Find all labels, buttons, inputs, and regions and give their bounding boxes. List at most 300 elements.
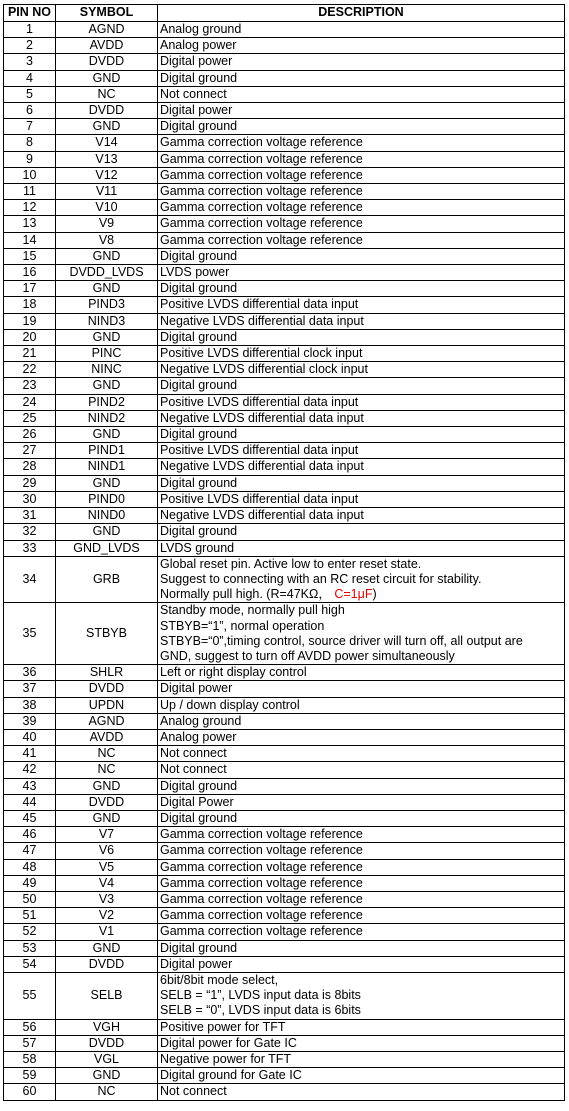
symbol-cell: PIND1 — [56, 443, 158, 459]
table-row — [4, 762, 565, 778]
description-cell — [158, 459, 565, 475]
pin-number-cell: 29 — [4, 475, 56, 491]
description-text: Digital Power — [160, 794, 234, 809]
description-line — [160, 860, 562, 875]
pin-number-cell: 31 — [4, 508, 56, 524]
table-row — [4, 524, 565, 540]
description-line — [160, 557, 562, 572]
table-row — [4, 38, 565, 54]
description-line — [160, 135, 562, 150]
table-row — [4, 54, 565, 70]
symbol-cell: AGND — [56, 713, 158, 729]
description-line — [160, 746, 562, 761]
description-line — [160, 168, 562, 183]
description-line — [160, 476, 562, 491]
symbol-cell: GND — [56, 70, 158, 86]
description-cell — [158, 38, 565, 54]
description-cell — [158, 1035, 565, 1051]
description-cell — [158, 378, 565, 394]
description-line — [160, 1084, 562, 1099]
description-text: Digital ground — [160, 248, 238, 263]
description-text: Analog ground — [160, 713, 242, 728]
description-text: Analog power — [160, 729, 237, 744]
description-cell — [158, 70, 565, 86]
description-text: Gamma correction voltage reference — [160, 827, 363, 842]
symbol-cell: V9 — [56, 216, 158, 232]
pin-number-cell: 32 — [4, 524, 56, 540]
description-cell — [158, 394, 565, 410]
symbol-cell: GND — [56, 810, 158, 826]
description-text: Digital ground — [160, 119, 238, 134]
description-line — [160, 843, 562, 858]
symbol-cell: GND — [56, 378, 158, 394]
symbol-cell: NIND1 — [56, 459, 158, 475]
pin-number-cell: 27 — [4, 443, 56, 459]
pin-number-cell: 7 — [4, 119, 56, 135]
pin-number-cell: 56 — [4, 1019, 56, 1035]
table-row — [4, 1084, 565, 1100]
description-text: Left or right display control — [160, 665, 307, 680]
description-cell — [158, 297, 565, 313]
table-row — [4, 232, 565, 248]
table-row — [4, 956, 565, 972]
symbol-cell: PINC — [56, 346, 158, 362]
pin-number-cell: 58 — [4, 1052, 56, 1068]
description-cell — [158, 891, 565, 907]
description-line — [160, 395, 562, 410]
table-row — [4, 1068, 565, 1084]
description-line — [160, 811, 562, 826]
description-cell — [158, 956, 565, 972]
symbol-cell: DVDD — [56, 1035, 158, 1051]
symbol-cell: VGL — [56, 1052, 158, 1068]
description-line — [160, 54, 562, 69]
description-cell — [158, 729, 565, 745]
description-line — [160, 714, 562, 729]
description-line — [160, 908, 562, 923]
symbol-cell: GND — [56, 524, 158, 540]
description-line — [160, 22, 562, 37]
description-line — [160, 1052, 562, 1067]
pin-number-cell: 36 — [4, 665, 56, 681]
pin-number-cell: 20 — [4, 329, 56, 345]
description-text: Digital ground for Gate IC — [160, 1068, 302, 1083]
description-text: Gamma correction voltage reference — [160, 135, 363, 150]
table-row — [4, 313, 565, 329]
symbol-cell: GND_LVDS — [56, 540, 158, 556]
description-text: Not connect — [160, 762, 227, 777]
description-cell — [158, 427, 565, 443]
description-line — [160, 619, 562, 634]
table-row — [4, 119, 565, 135]
description-text: LVDS ground — [160, 540, 235, 555]
table-row — [4, 103, 565, 119]
table-row — [4, 265, 565, 281]
pin-table — [3, 4, 565, 1101]
pin-number-cell: 60 — [4, 1084, 56, 1100]
description-line — [160, 265, 562, 280]
symbol-cell: V5 — [56, 859, 158, 875]
symbol-cell: PIND0 — [56, 491, 158, 507]
description-line — [160, 459, 562, 474]
description-line — [160, 119, 562, 134]
symbol-cell: V6 — [56, 843, 158, 859]
table-row — [4, 151, 565, 167]
description-line — [160, 779, 562, 794]
description-text: Digital ground — [160, 810, 238, 825]
pin-number-cell: 8 — [4, 135, 56, 151]
description-text: Analog power — [160, 38, 237, 53]
description-line — [160, 973, 562, 988]
pin-number-cell: 35 — [4, 603, 56, 665]
pin-number-cell: 28 — [4, 459, 56, 475]
description-line — [160, 649, 562, 664]
description-cell — [158, 940, 565, 956]
description-line — [160, 200, 562, 215]
symbol-cell: GND — [56, 778, 158, 794]
description-text: Negative LVDS differential data input — [160, 313, 364, 328]
description-line — [160, 795, 562, 810]
description-text: SELB = “0”, LVDS input data is 6bits — [160, 1003, 361, 1018]
description-cell — [158, 843, 565, 859]
table-row — [4, 427, 565, 443]
description-line — [160, 378, 562, 393]
pin-number-cell: 55 — [4, 972, 56, 1019]
description-cell — [158, 200, 565, 216]
description-line — [160, 281, 562, 296]
description-cell — [158, 697, 565, 713]
pin-number-cell: 21 — [4, 346, 56, 362]
table-row — [4, 746, 565, 762]
description-text: Gamma correction voltage reference — [160, 875, 363, 890]
description-text: Gamma correction voltage reference — [160, 232, 363, 247]
description-cell — [158, 346, 565, 362]
description-cell — [158, 713, 565, 729]
description-line — [160, 603, 562, 618]
description-text: Digital power — [160, 54, 233, 69]
symbol-cell: VGH — [56, 1019, 158, 1035]
description-text: Not connect — [160, 1084, 227, 1099]
description-line — [160, 634, 562, 649]
table-row — [4, 248, 565, 264]
table-row — [4, 86, 565, 102]
pin-number-cell: 9 — [4, 151, 56, 167]
description-line — [160, 698, 562, 713]
description-text: Up / down display control — [160, 697, 300, 712]
description-line — [160, 443, 562, 458]
description-line — [160, 924, 562, 939]
description-text: Negative power for TFT — [160, 1052, 292, 1066]
symbol-cell: NINC — [56, 362, 158, 378]
pin-number-cell: 39 — [4, 713, 56, 729]
pin-number-cell: 44 — [4, 794, 56, 810]
description-line — [160, 346, 562, 361]
symbol-cell: GND — [56, 119, 158, 135]
symbol-cell: V14 — [56, 135, 158, 151]
symbol-cell: PIND3 — [56, 297, 158, 313]
description-text: Positive LVDS differential data input — [160, 443, 359, 458]
description-line — [160, 762, 562, 777]
description-text: Digital ground — [160, 778, 238, 793]
pin-number-cell: 14 — [4, 232, 56, 248]
table-row — [4, 346, 565, 362]
pin-number-cell: 42 — [4, 762, 56, 778]
symbol-cell: V4 — [56, 875, 158, 891]
description-line — [160, 957, 562, 972]
symbol-cell: GND — [56, 940, 158, 956]
pin-number-cell: 47 — [4, 843, 56, 859]
description-cell — [158, 86, 565, 102]
description-cell — [158, 524, 565, 540]
symbol-cell: V7 — [56, 827, 158, 843]
description-line — [160, 362, 562, 377]
description-cell — [158, 232, 565, 248]
pin-number-cell: 45 — [4, 810, 56, 826]
table-row — [4, 491, 565, 507]
description-cell — [158, 665, 565, 681]
pin-number-cell: 34 — [4, 556, 56, 603]
table-row — [4, 1019, 565, 1035]
symbol-cell: V10 — [56, 200, 158, 216]
table-row — [4, 1035, 565, 1051]
symbol-cell: DVDD — [56, 794, 158, 810]
description-cell — [158, 810, 565, 826]
table-row — [4, 843, 565, 859]
description-text: Positive LVDS differential data input — [160, 491, 359, 506]
description-text: Digital ground — [160, 940, 238, 955]
description-text: Digital power — [160, 681, 233, 696]
description-line — [160, 730, 562, 745]
symbol-cell: NIND3 — [56, 313, 158, 329]
table-row — [4, 22, 565, 38]
symbol-cell: GND — [56, 1068, 158, 1084]
table-row — [4, 200, 565, 216]
description-line — [160, 941, 562, 956]
description-cell — [158, 265, 565, 281]
description-cell — [158, 827, 565, 843]
description-text: Digital power for Gate IC — [160, 1035, 297, 1050]
description-line — [160, 1020, 562, 1035]
symbol-cell: GND — [56, 475, 158, 491]
description-line — [160, 184, 562, 199]
description-text: Digital power — [160, 103, 233, 118]
description-cell — [158, 1052, 565, 1068]
table-row — [4, 459, 565, 475]
description-text: Digital ground — [160, 427, 238, 442]
description-cell — [158, 603, 565, 665]
pin-number-cell: 26 — [4, 427, 56, 443]
table-row — [4, 378, 565, 394]
symbol-cell: V2 — [56, 908, 158, 924]
description-cell — [158, 103, 565, 119]
pin-number-cell: 57 — [4, 1035, 56, 1051]
table-row — [4, 603, 565, 665]
pin-number-cell: 46 — [4, 827, 56, 843]
header-description: DESCRIPTION — [158, 5, 565, 22]
symbol-cell: NC — [56, 86, 158, 102]
table-row — [4, 875, 565, 891]
description-text: Gamma correction voltage reference — [160, 908, 363, 923]
symbol-cell: V11 — [56, 184, 158, 200]
description-text: Gamma correction voltage reference — [160, 184, 363, 199]
table-row — [4, 329, 565, 345]
description-line — [160, 827, 562, 842]
description-text: STBYB=“0”,timing control, source driver will turn off, all output are — [160, 633, 523, 648]
symbol-cell: DVDD_LVDS — [56, 265, 158, 281]
pin-number-cell: 48 — [4, 859, 56, 875]
description-text: Digital ground — [160, 70, 238, 85]
description-text: Not connect — [160, 746, 227, 761]
description-cell — [158, 762, 565, 778]
pin-number-cell: 6 — [4, 103, 56, 119]
table-row — [4, 713, 565, 729]
table-row — [4, 167, 565, 183]
description-cell — [158, 859, 565, 875]
symbol-cell: DVDD — [56, 681, 158, 697]
pin-table-body — [4, 22, 565, 1101]
symbol-cell: V12 — [56, 167, 158, 183]
description-line — [160, 1003, 562, 1018]
description-text: Normally pull high. (R=47KΩ， — [160, 587, 331, 602]
table-row — [4, 697, 565, 713]
description-text: Digital ground — [160, 329, 238, 344]
description-text: LVDS power — [160, 265, 230, 280]
pin-number-cell: 59 — [4, 1068, 56, 1084]
table-row — [4, 508, 565, 524]
description-line — [160, 152, 562, 167]
description-text: Negative LVDS differential clock input — [160, 362, 368, 377]
pin-number-cell: 33 — [4, 540, 56, 556]
description-line — [160, 233, 562, 248]
symbol-cell: V13 — [56, 151, 158, 167]
description-cell — [158, 908, 565, 924]
pin-number-cell: 1 — [4, 22, 56, 38]
symbol-cell: NIND0 — [56, 508, 158, 524]
description-cell — [158, 410, 565, 426]
description-text: Digital ground — [160, 281, 238, 296]
table-row — [4, 940, 565, 956]
table-row — [4, 681, 565, 697]
description-cell — [158, 281, 565, 297]
symbol-cell: NC — [56, 1084, 158, 1100]
description-text: Gamma correction voltage reference — [160, 924, 363, 939]
description-text: SELB = “1”, LVDS input data is 8bits — [160, 988, 361, 1003]
pin-number-cell: 24 — [4, 394, 56, 410]
description-cell — [158, 924, 565, 940]
symbol-cell: GND — [56, 281, 158, 297]
header-symbol: SYMBOL — [56, 5, 158, 22]
table-row — [4, 665, 565, 681]
description-text: Gamma correction voltage reference — [160, 216, 363, 231]
description-text: Gamma correction voltage reference — [160, 200, 363, 215]
symbol-cell: AGND — [56, 22, 158, 38]
description-text: Digital ground — [160, 475, 238, 490]
table-row — [4, 475, 565, 491]
description-cell — [158, 491, 565, 507]
description-text: Standby mode, normally pull high — [160, 603, 345, 618]
table-row — [4, 362, 565, 378]
pin-number-cell: 49 — [4, 875, 56, 891]
description-line — [160, 330, 562, 345]
table-row — [4, 972, 565, 1019]
description-line — [160, 681, 562, 696]
description-cell — [158, 681, 565, 697]
description-cell — [158, 875, 565, 891]
pin-number-cell: 25 — [4, 410, 56, 426]
symbol-cell: V8 — [56, 232, 158, 248]
table-row — [4, 135, 565, 151]
description-cell — [158, 119, 565, 135]
description-text: Negative LVDS differential data input — [160, 410, 364, 425]
pin-number-cell: 30 — [4, 491, 56, 507]
pin-number-cell: 41 — [4, 746, 56, 762]
symbol-cell: SHLR — [56, 665, 158, 681]
description-cell — [158, 475, 565, 491]
table-row — [4, 810, 565, 826]
table-row — [4, 443, 565, 459]
description-line — [160, 103, 562, 118]
table-row — [4, 410, 565, 426]
table-header-row — [4, 5, 565, 22]
description-text: Gamma correction voltage reference — [160, 151, 363, 166]
table-row — [4, 281, 565, 297]
description-text: Negative LVDS differential data input — [160, 459, 364, 474]
description-line — [160, 665, 562, 680]
table-row — [4, 556, 565, 603]
description-line — [160, 71, 562, 86]
symbol-cell: GND — [56, 248, 158, 264]
description-cell — [158, 329, 565, 345]
description-line — [160, 1068, 562, 1083]
description-text: Positive power for TFT — [160, 1019, 286, 1034]
description-cell — [158, 1019, 565, 1035]
description-cell — [158, 54, 565, 70]
symbol-cell: PIND2 — [56, 394, 158, 410]
symbol-cell: GRB — [56, 556, 158, 603]
description-cell — [158, 556, 565, 603]
symbol-cell: SELB — [56, 972, 158, 1019]
pin-number-cell: 50 — [4, 891, 56, 907]
description-text: Positive LVDS differential data input — [160, 297, 359, 312]
pin-number-cell: 17 — [4, 281, 56, 297]
table-row — [4, 827, 565, 843]
table-row — [4, 297, 565, 313]
description-line — [160, 876, 562, 891]
pin-number-cell: 10 — [4, 167, 56, 183]
description-text: Digital ground — [160, 378, 238, 393]
table-row — [4, 924, 565, 940]
description-text: GND, suggest to turn off AVDD power simultaneously — [160, 648, 455, 663]
description-line — [160, 988, 562, 1003]
description-cell — [158, 746, 565, 762]
table-row — [4, 394, 565, 410]
pin-number-cell: 18 — [4, 297, 56, 313]
description-line — [160, 216, 562, 231]
description-text: Negative LVDS differential data input — [160, 508, 364, 523]
description-line — [160, 508, 562, 523]
pin-number-cell: 13 — [4, 216, 56, 232]
description-cell — [158, 22, 565, 38]
symbol-cell: DVDD — [56, 956, 158, 972]
description-text: Positive LVDS differential clock input — [160, 346, 363, 361]
table-row — [4, 891, 565, 907]
table-row — [4, 1052, 565, 1068]
description-text: Suggest to connecting with an RC reset circuit for stability. — [160, 571, 482, 586]
pin-number-cell: 54 — [4, 956, 56, 972]
description-text: Gamma correction voltage reference — [160, 843, 363, 858]
pin-number-cell: 2 — [4, 38, 56, 54]
description-text: Gamma correction voltage reference — [160, 859, 363, 874]
